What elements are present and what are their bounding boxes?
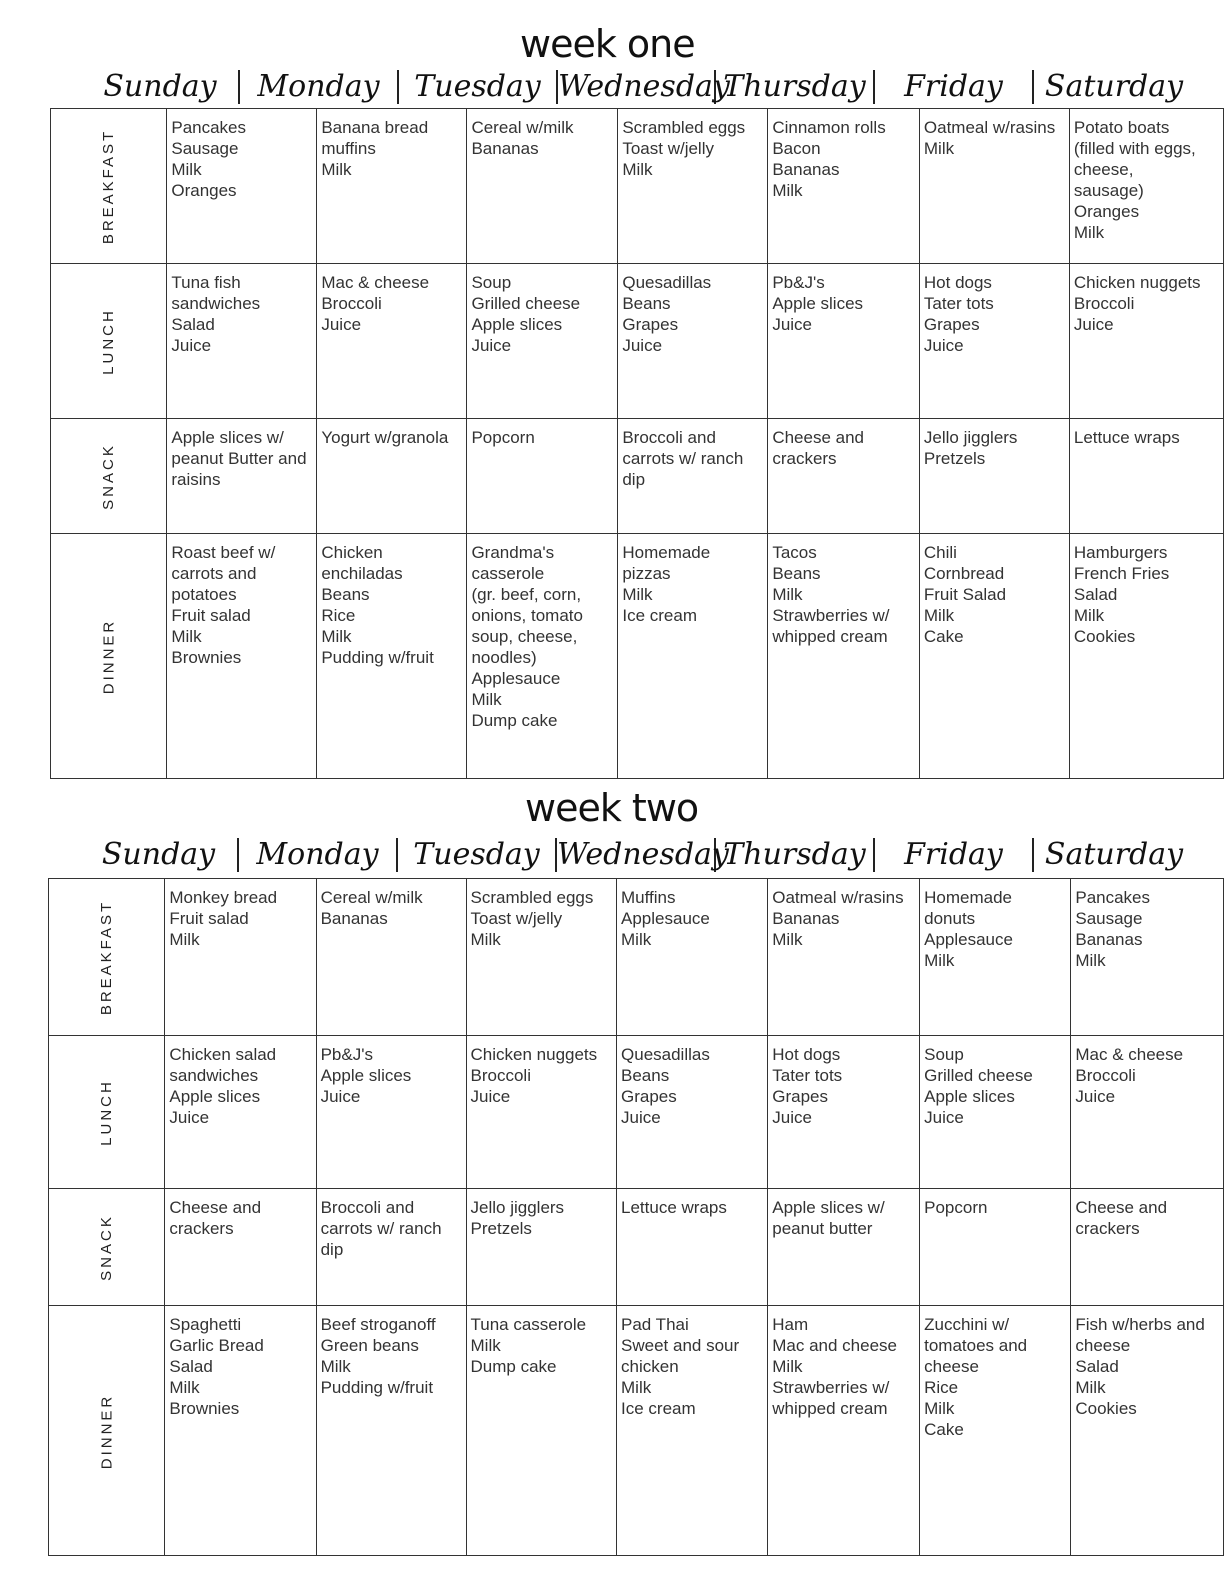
menu-item: Zucchini w/ xyxy=(924,1315,1010,1334)
menu-item: cheese xyxy=(1075,1336,1131,1355)
menu-item: Pad Thai xyxy=(621,1315,689,1334)
meal-cell-wednesday xyxy=(617,1306,768,1556)
menu-item: Broccoli and xyxy=(320,1198,415,1217)
menu-item: Tacos xyxy=(772,543,817,562)
day-header-friday: Friday xyxy=(875,838,1034,872)
meal-cell-saturday xyxy=(1069,419,1223,534)
menu-item: Juice xyxy=(772,1108,812,1127)
meal-cell-thursday xyxy=(768,1189,920,1306)
menu-item: carrots w/ ranch xyxy=(320,1219,442,1238)
meal-label: BREAKFAST xyxy=(98,899,116,1016)
menu-item: Popcorn xyxy=(924,1198,988,1217)
menu-item: Fruit salad xyxy=(171,606,251,625)
day-header-saturday: Saturday xyxy=(1044,69,1184,104)
menu-item: Scrambled eggs xyxy=(622,118,746,137)
meal-cell-friday xyxy=(919,264,1069,419)
menu-item: Bananas xyxy=(772,909,840,928)
menu-item: Milk xyxy=(924,1399,955,1418)
menu-item: Juice xyxy=(1075,1087,1116,1106)
menu-item: Homemade xyxy=(924,888,1012,907)
menu-item: Garlic Bread xyxy=(169,1336,264,1355)
meal-cell-tuesday xyxy=(467,109,618,264)
menu-item: Salad xyxy=(1075,1357,1119,1376)
menu-item: Popcorn xyxy=(471,428,535,447)
meal-cell-sunday xyxy=(165,879,316,1036)
menu-item: Chili xyxy=(923,543,957,562)
day-header-monday: Monday xyxy=(239,838,398,872)
menu-item: cheese, xyxy=(1073,160,1134,179)
menu-item: whipped cream xyxy=(772,1399,888,1418)
meal-cell-thursday xyxy=(768,264,920,419)
menu-item: Grapes xyxy=(923,315,980,334)
meal-label: BREAKFAST xyxy=(100,128,118,245)
meal-cell-friday xyxy=(920,1306,1071,1556)
menu-item: Cheese and xyxy=(1075,1198,1168,1217)
menu-item: Oranges xyxy=(171,181,237,200)
day-header-thursday: Thursday xyxy=(716,70,875,104)
meal-cell-thursday xyxy=(768,109,920,264)
menu-item: sandwiches xyxy=(171,294,261,313)
menu-item: Salad xyxy=(169,1357,213,1376)
meal-row-dinner xyxy=(51,534,1224,779)
menu-item: Beans xyxy=(622,294,671,313)
meal-label-cell xyxy=(49,1036,165,1189)
menu-item: Dump cake xyxy=(471,711,558,730)
menu-item: Juice xyxy=(1073,315,1114,334)
menu-item: Fruit salad xyxy=(169,909,249,928)
menu-item: tomatoes and xyxy=(924,1336,1028,1355)
day-header-tuesday: Tuesday xyxy=(398,838,557,872)
menu-item: Milk xyxy=(320,1357,351,1376)
meal-cell-tuesday xyxy=(467,534,618,779)
menu-item: crackers xyxy=(1075,1219,1140,1238)
meal-row-lunch xyxy=(51,264,1224,419)
menu-item: Cheese and xyxy=(169,1198,262,1217)
menu-item: Sausage xyxy=(171,139,239,158)
meal-cell-thursday xyxy=(768,879,920,1036)
menu-item: Apple slices xyxy=(169,1087,261,1106)
meal-cell-wednesday xyxy=(618,264,768,419)
menu-item: enchiladas xyxy=(321,564,403,583)
meal-row-breakfast xyxy=(49,879,1224,1036)
menu-item: Tater tots xyxy=(772,1066,843,1085)
menu-item: Milk xyxy=(171,160,202,179)
menu-item: cheese xyxy=(924,1357,979,1376)
meal-cell-saturday xyxy=(1071,1306,1224,1556)
meal-cell-saturday xyxy=(1069,534,1223,779)
menu-item: Potato boats xyxy=(1073,118,1170,137)
day-header-row xyxy=(80,834,1194,872)
menu-item: Milk xyxy=(772,1357,803,1376)
meal-label-cell xyxy=(49,879,165,1036)
menu-item: Muffins xyxy=(621,888,676,907)
menu-item: Mac and cheese xyxy=(772,1336,897,1355)
meal-cell-wednesday xyxy=(618,534,768,779)
menu-item: Bananas xyxy=(320,909,388,928)
menu-item: Cornbread xyxy=(923,564,1005,583)
menu-item: donuts xyxy=(924,909,976,928)
meal-cell-tuesday xyxy=(467,264,618,419)
menu-item: Banana bread xyxy=(321,118,429,137)
menu-item: potatoes xyxy=(171,585,237,604)
menu-item: Quesadillas xyxy=(621,1045,710,1064)
menu-item: Rice xyxy=(924,1378,959,1397)
menu-item: Cinnamon rolls xyxy=(772,118,886,137)
meal-cell-thursday xyxy=(768,534,920,779)
menu-item: Juice xyxy=(171,336,212,355)
menu-item: Milk xyxy=(1075,951,1106,970)
menu-item: Milk xyxy=(169,930,200,949)
meal-cell-monday xyxy=(316,1036,466,1189)
menu-item: Monkey bread xyxy=(169,888,278,907)
menu-item: Applesauce xyxy=(924,930,1013,949)
menu-item: Bananas xyxy=(772,160,840,179)
meal-cell-wednesday xyxy=(617,879,768,1036)
menu-item: Hamburgers xyxy=(1073,543,1168,562)
meal-label-cell xyxy=(51,109,167,264)
menu-item: Ham xyxy=(772,1315,809,1334)
meal-cell-tuesday xyxy=(466,1036,617,1189)
menu-item: Sweet and sour xyxy=(621,1336,740,1355)
menu-item: Milk xyxy=(1075,1378,1106,1397)
menu-item: Milk xyxy=(321,160,352,179)
menu-item: crackers xyxy=(169,1219,234,1238)
menu-item: raisins xyxy=(171,470,221,489)
menu-item: Broccoli xyxy=(1075,1066,1136,1085)
meal-cell-thursday xyxy=(768,1036,920,1189)
meal-row-snack xyxy=(49,1189,1224,1306)
meal-cell-monday xyxy=(316,1189,466,1306)
menu-item: casserole xyxy=(471,564,545,583)
meal-cell-tuesday xyxy=(466,1189,617,1306)
meal-cell-friday xyxy=(920,1189,1071,1306)
meal-row-dinner xyxy=(49,1306,1224,1556)
meal-cell-tuesday xyxy=(467,419,618,534)
meal-cell-friday xyxy=(920,879,1071,1036)
meal-label: SNACK xyxy=(100,443,118,510)
meal-label-cell xyxy=(51,264,167,419)
menu-item: Milk xyxy=(321,627,352,646)
menu-item: Brownies xyxy=(171,648,242,667)
menu-item: Bananas xyxy=(471,139,539,158)
meal-cell-wednesday xyxy=(617,1189,768,1306)
menu-item: Apple slices xyxy=(471,315,563,334)
meal-cell-wednesday xyxy=(618,109,768,264)
meal-cell-saturday xyxy=(1071,1189,1224,1306)
menu-item: Milk xyxy=(621,1378,652,1397)
menu-item: Milk xyxy=(772,181,803,200)
menu-item: Pudding w/fruit xyxy=(321,648,434,667)
menu-item: Juice xyxy=(923,336,964,355)
meal-cell-friday xyxy=(919,419,1069,534)
menu-item: Broccoli xyxy=(470,1066,531,1085)
menu-item: Milk xyxy=(622,585,653,604)
menu-item: Apple slices w/ xyxy=(772,1198,885,1217)
menu-item: Rice xyxy=(321,606,356,625)
meal-cell-monday xyxy=(316,1306,466,1556)
day-header-sunday: Sunday xyxy=(82,70,240,104)
menu-item: Tuna fish xyxy=(171,273,241,292)
meal-cell-sunday xyxy=(167,534,317,779)
day-header-sunday: Sunday xyxy=(80,838,239,872)
menu-item: Hot dogs xyxy=(923,273,992,292)
menu-item: muffins xyxy=(321,139,376,158)
menu-item: Bacon xyxy=(772,139,821,158)
menu-item: chicken xyxy=(621,1357,679,1376)
menu-item: Milk xyxy=(471,690,502,709)
menu-item: Pancakes xyxy=(1075,888,1151,907)
menu-item: Juice xyxy=(772,315,813,334)
meal-cell-sunday xyxy=(165,1036,316,1189)
menu-item: Chicken nuggets xyxy=(1073,273,1201,292)
menu-item: Milk xyxy=(470,930,501,949)
menu-item: Apple slices w/ xyxy=(171,428,284,447)
menu-item: Homemade xyxy=(622,543,711,562)
menu-item: (gr. beef, corn, xyxy=(471,585,582,604)
menu-item: noodles) xyxy=(471,648,537,667)
menu-item: Cereal w/milk xyxy=(320,888,423,907)
day-header-row xyxy=(82,66,1194,104)
menu-item: Tuna casserole xyxy=(470,1315,587,1334)
menu-item: Milk xyxy=(622,160,653,179)
meal-cell-monday xyxy=(317,109,467,264)
meal-cell-tuesday xyxy=(466,879,617,1036)
week-title: week one xyxy=(520,22,695,66)
menu-item: Fruit Salad xyxy=(923,585,1007,604)
meal-cell-thursday xyxy=(768,419,920,534)
menu-item: Milk xyxy=(621,930,652,949)
menu-item: Jello jigglers xyxy=(923,428,1018,447)
menu-item: Cake xyxy=(923,627,964,646)
menu-item: Pancakes xyxy=(171,118,247,137)
day-header-monday: Monday xyxy=(240,70,399,104)
day-header-wednesday: Wednesday xyxy=(558,69,730,104)
menu-item: Cheese and xyxy=(772,428,865,447)
menu-item: Toast w/jelly xyxy=(470,909,563,928)
menu-item: soup, cheese, xyxy=(471,627,578,646)
menu-item: Oatmeal w/rasins xyxy=(923,118,1056,137)
menu-item: Milk xyxy=(772,585,803,604)
menu-item: Milk xyxy=(772,930,803,949)
menu-item: Hot dogs xyxy=(772,1045,841,1064)
meal-cell-saturday xyxy=(1069,264,1223,419)
menu-item: Chicken nuggets xyxy=(470,1045,598,1064)
menu-item: Grapes xyxy=(621,1087,677,1106)
menu-item: Juice xyxy=(924,1108,964,1127)
menu-item: Apple slices xyxy=(772,294,864,313)
menu-item: Pretzels xyxy=(470,1219,532,1238)
menu-item: Strawberries w/ xyxy=(772,606,890,625)
menu-item: Yogurt w/granola xyxy=(321,428,449,447)
meal-cell-wednesday xyxy=(617,1036,768,1189)
menu-item: Applesauce xyxy=(471,669,561,688)
day-header-saturday: Saturday xyxy=(1044,837,1184,872)
meal-cell-friday xyxy=(919,109,1069,264)
menu-item: Broccoli xyxy=(321,294,382,313)
menu-item: Cake xyxy=(924,1420,964,1439)
menu-item: Milk xyxy=(924,951,955,970)
menu-item: Mac & cheese xyxy=(1075,1045,1184,1064)
menu-item: Milk xyxy=(169,1378,200,1397)
menu-item: Toast w/jelly xyxy=(622,139,714,158)
menu-item: Beans xyxy=(621,1066,670,1085)
meal-cell-monday xyxy=(317,264,467,419)
meal-cell-saturday xyxy=(1071,1036,1224,1189)
menu-item: Grapes xyxy=(622,315,679,334)
day-header-tuesday: Tuesday xyxy=(399,70,558,104)
menu-item: Tater tots xyxy=(923,294,994,313)
meal-label: SNACK xyxy=(98,1214,116,1281)
menu-item: Grilled cheese xyxy=(471,294,581,313)
menu-item: Soup xyxy=(924,1045,964,1064)
menu-item: Chicken xyxy=(321,543,383,562)
menu-item: Strawberries w/ xyxy=(772,1378,890,1397)
menu-item: peanut butter xyxy=(772,1219,873,1238)
menu-item: Pb&J's xyxy=(772,273,825,292)
menu-item: Dump cake xyxy=(470,1357,557,1376)
menu-item: Scrambled eggs xyxy=(470,888,594,907)
meal-cell-monday xyxy=(317,534,467,779)
menu-item: Juice xyxy=(471,336,512,355)
meal-row-breakfast xyxy=(51,109,1224,264)
meal-cell-sunday xyxy=(167,419,317,534)
meal-cell-sunday xyxy=(167,109,317,264)
day-header-thursday: Thursday xyxy=(716,838,875,872)
menu-item: Ice cream xyxy=(622,606,697,625)
meal-label: LUNCH xyxy=(100,308,118,375)
menu-item: Beef stroganoff xyxy=(320,1315,436,1334)
menu-item: Juice xyxy=(470,1087,511,1106)
meal-label-cell xyxy=(51,534,167,779)
menu-item: Milk xyxy=(171,627,202,646)
meal-cell-friday xyxy=(919,534,1069,779)
menu-item: Chicken salad xyxy=(169,1045,277,1064)
menu-item: Apple slices xyxy=(320,1066,412,1085)
menu-item: Cookies xyxy=(1075,1399,1137,1418)
menu-item: Green beans xyxy=(320,1336,419,1355)
menu-item: carrots and xyxy=(171,564,257,583)
menu-item: Grandma's xyxy=(471,543,555,562)
menu-item: Juice xyxy=(321,315,362,334)
meal-label: LUNCH xyxy=(98,1079,116,1146)
menu-item: Milk xyxy=(923,139,955,158)
menu-item: Lettuce wraps xyxy=(1073,428,1180,447)
menu-item: Grapes xyxy=(772,1087,828,1106)
meal-cell-wednesday xyxy=(618,419,768,534)
menu-item: Soup xyxy=(471,273,512,292)
menu-item: Cookies xyxy=(1073,627,1136,646)
menu-item: sandwiches xyxy=(169,1066,259,1085)
menu-item: sausage) xyxy=(1073,181,1144,200)
menu-item: Salad xyxy=(1073,585,1118,604)
menu-item: Oatmeal w/rasins xyxy=(772,888,904,907)
meal-row-snack xyxy=(51,419,1224,534)
meal-cell-monday xyxy=(316,879,466,1036)
menu-item: peanut Butter and xyxy=(171,449,307,468)
meal-label: DINNER xyxy=(100,618,118,695)
meal-cell-saturday xyxy=(1071,879,1224,1036)
menu-item: Roast beef w/ xyxy=(171,543,276,562)
menu-item: Jello jigglers xyxy=(470,1198,565,1217)
meal-cell-sunday xyxy=(165,1189,316,1306)
meal-label-cell xyxy=(49,1306,165,1556)
meal-table-week-2 xyxy=(48,878,1224,1556)
menu-item: Applesauce xyxy=(621,909,710,928)
menu-item: Juice xyxy=(320,1087,361,1106)
menu-item: Broccoli and xyxy=(622,428,716,447)
meal-label-cell xyxy=(49,1189,165,1306)
menu-item: Spaghetti xyxy=(169,1315,242,1334)
menu-item: (filled with eggs, xyxy=(1073,139,1196,158)
day-header-wednesday: Wednesday xyxy=(557,837,729,872)
meal-cell-sunday xyxy=(165,1306,316,1556)
meal-cell-sunday xyxy=(167,264,317,419)
menu-item: Milk xyxy=(470,1336,501,1355)
meal-table-week-1 xyxy=(50,108,1224,779)
menu-item: French Fries xyxy=(1073,564,1170,583)
meal-row-lunch xyxy=(49,1036,1224,1189)
meal-cell-thursday xyxy=(768,1306,920,1556)
menu-item: Beans xyxy=(321,585,370,604)
menu-item: Juice xyxy=(622,336,663,355)
menu-item: whipped cream xyxy=(772,627,888,646)
menu-item: Bananas xyxy=(1075,930,1143,949)
menu-item: Pudding w/fruit xyxy=(320,1378,434,1397)
menu-item: onions, tomato xyxy=(471,606,583,625)
menu-item: Juice xyxy=(621,1108,661,1127)
menu-item: Cereal w/milk xyxy=(471,118,574,137)
meal-cell-saturday xyxy=(1069,109,1223,264)
menu-item: Sausage xyxy=(1075,909,1143,928)
menu-item: Apple slices xyxy=(924,1087,1015,1106)
menu-item: dip xyxy=(622,470,646,489)
meal-label-cell xyxy=(51,419,167,534)
menu-item: Pretzels xyxy=(923,449,986,468)
menu-item: dip xyxy=(320,1240,344,1259)
menu-item: Pb&J's xyxy=(320,1045,373,1064)
meal-cell-tuesday xyxy=(466,1306,617,1556)
menu-item: Ice cream xyxy=(621,1399,696,1418)
menu-item: Broccoli xyxy=(1073,294,1135,313)
menu-item: Beans xyxy=(772,564,821,583)
menu-item: crackers xyxy=(772,449,837,468)
menu-item: Oranges xyxy=(1073,202,1140,221)
menu-item: Brownies xyxy=(169,1399,240,1418)
menu-item: Grilled cheese xyxy=(924,1066,1033,1085)
day-header-friday: Friday xyxy=(875,70,1034,104)
menu-item: Salad xyxy=(171,315,215,334)
menu-item: carrots w/ ranch xyxy=(622,449,744,468)
menu-item: Lettuce wraps xyxy=(621,1198,727,1217)
menu-item: pizzas xyxy=(622,564,671,583)
menu-item: Juice xyxy=(169,1108,210,1127)
meal-label: DINNER xyxy=(98,1393,116,1469)
menu-item: Milk xyxy=(923,606,955,625)
week-title: week two xyxy=(525,786,699,830)
menu-item: Mac & cheese xyxy=(321,273,430,292)
meal-cell-monday xyxy=(317,419,467,534)
menu-item: Quesadillas xyxy=(622,273,712,292)
menu-item: Fish w/herbs and xyxy=(1075,1315,1205,1334)
menu-item: Milk xyxy=(1073,223,1105,242)
menu-item: Milk xyxy=(1073,606,1105,625)
meal-cell-friday xyxy=(920,1036,1071,1189)
